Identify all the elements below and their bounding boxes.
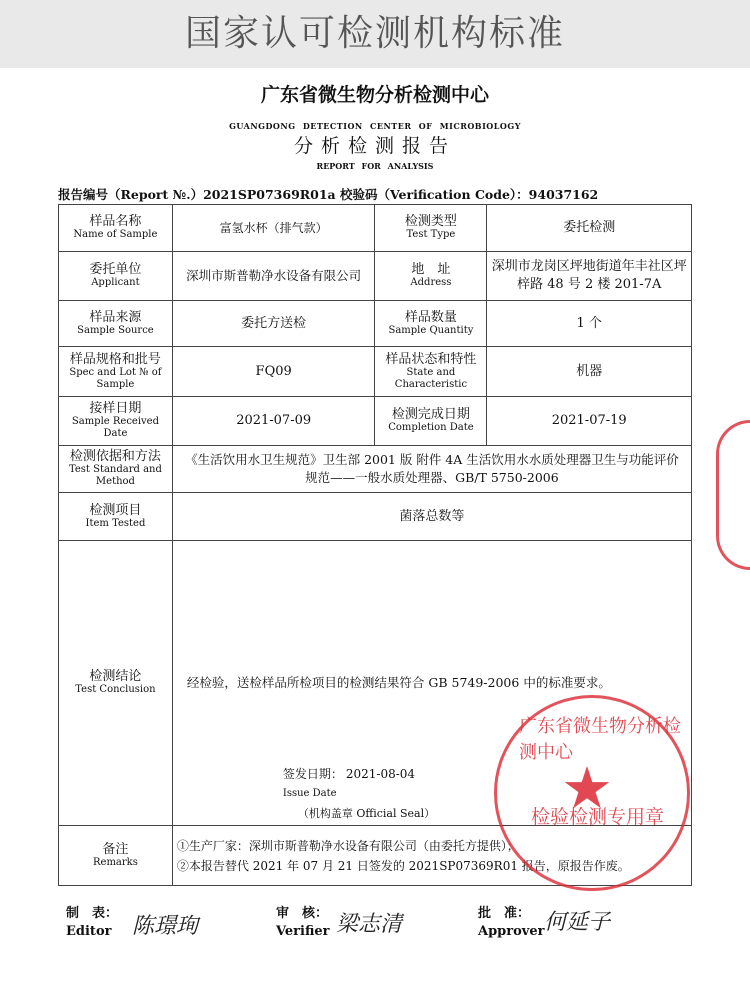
table-row <box>59 347 692 397</box>
approver-label-en: Approver <box>478 924 545 939</box>
completion-date-value: 2021-07-19 <box>487 397 692 446</box>
sample-source-value: 委托方送检 <box>172 301 375 347</box>
table-row <box>59 301 692 347</box>
spec-lot-value: FQ09 <box>172 347 375 397</box>
received-date-value: 2021-07-09 <box>172 397 375 446</box>
official-seal-label: （机构盖章 Official Seal） <box>297 807 436 820</box>
table-row <box>59 446 692 493</box>
organization-name: 广东省微生物分析检测中心 <box>260 84 489 106</box>
issue-date: 2021-08-04 <box>345 767 416 781</box>
state-value: 机器 <box>487 347 692 397</box>
conclusion-text: 经检验，送检样品所检项目的检测结果符合 GB 5749-2006 中的标准要求。 <box>186 675 611 690</box>
banner-title: 国家认可检测机构标准 <box>0 0 750 68</box>
label-cell: 接样日期 Sample Received Date <box>59 397 173 446</box>
editor-signature: 陈璟珣 <box>132 914 199 939</box>
table-row <box>59 252 692 301</box>
approver-label: 批 准： <box>478 906 531 921</box>
report-number: 报告编号（Report №.）2021SP07369R01a 校验码（Verification Code）：94037162 <box>58 187 599 202</box>
issue-date-label-en: Issue Date <box>282 788 337 799</box>
address-value: 深圳市龙岗区坪地街道年丰社区坪梓路 48 号 2 楼 201-7A <box>487 252 692 301</box>
label-cell: 样品来源 Sample Source <box>59 301 173 347</box>
editor-label-en: Editor <box>66 924 112 939</box>
sample-quantity-value: 1 个 <box>487 301 692 347</box>
item-tested-value: 菌落总数等 <box>172 493 691 541</box>
label-cell: 样品数量 Sample Quantity <box>375 301 487 347</box>
issue-date-label: 签发日期： <box>282 767 343 781</box>
star-icon: ★ <box>561 754 613 822</box>
applicant-value: 深圳市斯普勒净水设备有限公司 <box>172 252 375 301</box>
label-cell: 检测结论 Test Conclusion <box>59 541 173 826</box>
standard-value: 《生活饮用水卫生规范》卫生部 2001 版 附件 4A 生活饮用水水质处理器卫生与功能评价规范——一般水质处理器、GB/T 5750-2006 <box>172 446 691 493</box>
table-row <box>59 493 692 541</box>
report-title-en: REPORT FOR ANALYSIS <box>316 161 434 171</box>
label-cell: 检测项目 Item Tested <box>59 493 173 541</box>
label-cell: 样品名称 Name of Sample <box>59 205 173 252</box>
label-cell: 样品状态和特性 State and Characteristic <box>375 347 487 397</box>
approver-signature: 何延子 <box>544 910 611 935</box>
official-seal-stamp <box>494 695 690 891</box>
sample-name-value: 富氢水杯（排气款） <box>172 205 375 252</box>
table-row <box>59 205 692 252</box>
partial-seal-stamp <box>716 420 750 570</box>
label-cell: 地 址 Address <box>375 252 487 301</box>
label-cell: 检测类型 Test Type <box>375 205 487 252</box>
verifier-label-en: Verifier <box>276 924 330 939</box>
remark-line: ①生产厂家：深圳市斯普勒净水设备有限公司（由委托方提供）； <box>176 838 519 853</box>
editor-label: 制 表： <box>66 906 119 921</box>
report-title: 分析检测报告 <box>293 135 456 157</box>
label-cell: 检测依据和方法 Test Standard and Method <box>59 446 173 493</box>
organization-name-en: GUANGDONG DETECTION CENTER OF MICROBIOLOGY <box>229 121 521 131</box>
label-cell: 样品规格和批号 Spec and Lot № of Sample <box>59 347 173 397</box>
stamp-ring-text: 广东省微生物分析检测中心 <box>519 716 681 763</box>
verifier-signature: 梁志清 <box>336 912 403 937</box>
stamp-bottom-text: 检验检测专用章 <box>531 806 665 828</box>
test-type-value: 委托检测 <box>487 205 692 252</box>
verifier-label: 审 核： <box>276 906 329 921</box>
table-row <box>59 397 692 446</box>
label-cell: 检测完成日期 Completion Date <box>375 397 487 446</box>
remark-line: ②本报告替代 2021 年 07 月 21 日签发的 2021SP07369R01 报告，原报告作废。 <box>176 858 630 873</box>
label-cell: 备注 Remarks <box>59 826 173 886</box>
label-cell: 委托单位 Applicant <box>59 252 173 301</box>
